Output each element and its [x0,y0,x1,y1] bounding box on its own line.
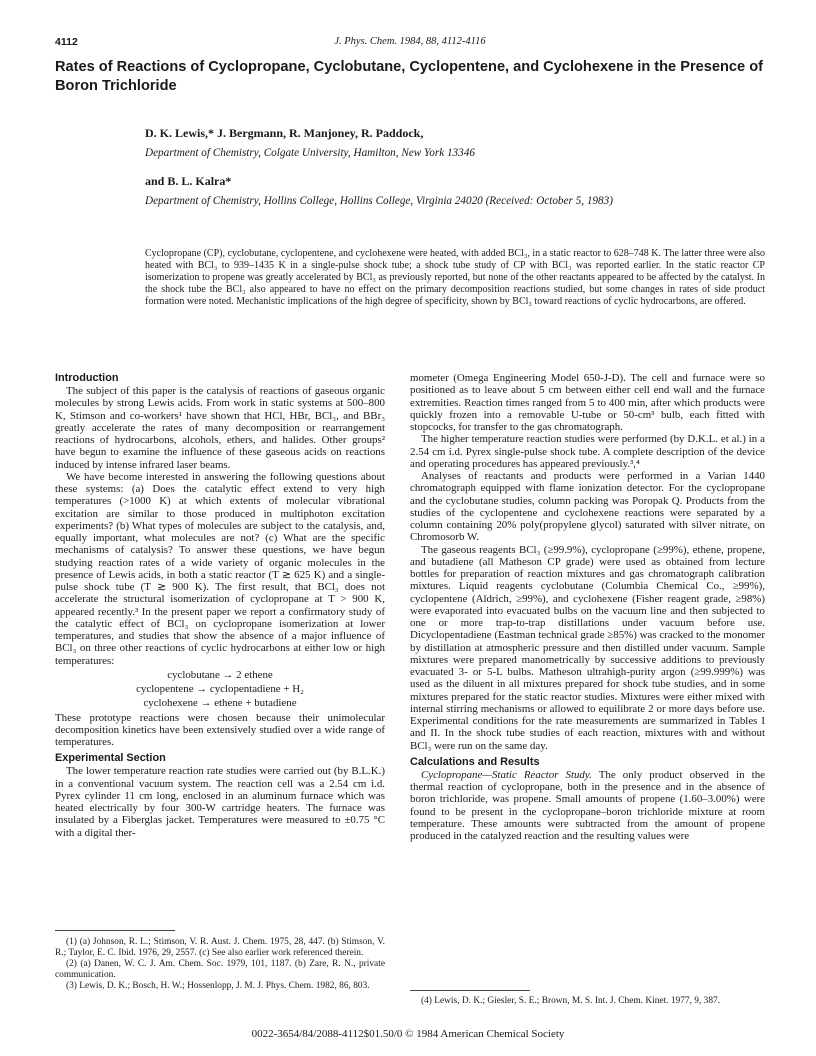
calculations-text: The only product observed in the thermal reaction of cyclopropane, both in the presence and in the absence of boron trichloride, was propene. Small amounts of propene (1.60–3.00%) were found to be present in the cyclopropane–boron trichloride mixture at room temperature. These amounts were subtracted from the amount of propene produced in the catalyzed reaction and the resulting values were [410,768,765,842]
calculations-heading: Calculations and Results [410,755,540,768]
experimental-paragraph: The gaseous reagents BCl₃ (≥99.9%), cyclopropane (≥99%), ethene, propene, and butadiene (all Matheson CP grade) were used as obtained from lecture bottles for preparation of reaction mixtures and gas chromatograph calibration mixtures. Liquid reagents cyclobutane (Columbia Chemical Co., ≥99%), cyclopentene (Aldrich, ≥99%), and cyclohexene (Fisher reagent grade, ≥98%) were evaporated into evacuated bulbs on the vacuum line and then subjected to one or more trap-to-trap distillations under vacuum before use. Dicyclopentadiene (Eastman technical grade ≥85%) was cracked to the monomer by distillation at atmospheric pressure and then distilled under vacuum. Sample mixtures were prepared manometrically by successive additions to previously evacuated 3- or 5-L bulbs. Matheson ultrahigh-purity argon (≥99.999%) was used as the diluent in all mixtures prepared for shock tube studies, and in some mixtures prepared for the static reactor studies. Mixtures were either mixed with internal stirring mechanisms or allowed to equilibrate 2 or more days before use. Experimental conditions for the rate measurements are summarized in Tables I and II. In the shock tube studies of each reaction, mixtures with and without BCl₃ were run on the same day. [410,543,765,752]
authors-colgate: D. K. Lewis,* J. Bergmann, R. Manjoney, R. Paddock, [145,126,424,140]
experimental-paragraph: The higher temperature reaction studies were performed (by D.K.L. et al.) in a 2.54 cm i.d. Pyrex single-pulse shock tube. A complete description of the device and operating procedures has appeared previously.³,⁴ [410,433,765,470]
introduction-heading: Introduction [55,372,119,384]
footnote: (1) (a) Johnson, R. L.; Stimson, V. R. Aust. J. Chem. 1975, 28, 447. (b) Stimson, V. R.; Taylor, E. C. Ibid. 1976, 29, 2557. (c) See also earlier work referenced therein. [55,937,385,959]
intro-paragraph: We have become interested in answering the following questions about these systems: (a) Does the catalytic effect extend to very high temperatures (>1000 K) at which extents of molecular vibrational excitation are similar to those produced in multiphoton excitation experiments? (b) What types of molecules are subject to the catalysis, and, equally important, what molecules are not? (c) What are the specific mechanisms of catalysis? To answer these questions, we have begun studying reaction rates of a wide variety of organic molecules in the presence of Lewis acids, in both a static reactor (T ≳ 625 K) and a single-pulse shock tube (T ≳ 900 K). The first result, that BCl₃ does not accelerate the structural isomerization of cyclopropane at T > 900 K, appeared recently.³ In the present paper we report a confirmatory study of the catalytic effect of BCl₃ on cyclopropane isomerization at lower temperatures, and studies that show the absence of a major influence of BCl₃ on three other reactions of cyclic hydrocarbons at either low or high temperatures: [55,470,385,667]
affiliation-colgate: Department of Chemistry, Colgate University, Hamilton, New York 13346 [145,147,475,159]
experimental-paragraph: Analyses of reactants and products were performed in a Varian 1440 chromatograph equipped with flame ionization detector. For the cyclopropane and the cyclobutane studies, column packing was Poropak Q. Products from the studies of the cyclopentene and cyclohexene reactions were separated by a column containing 20% poly(propylene glycol) saturated with silver nitrate, on Chromosorb W. [410,470,765,544]
journal-citation: J. Phys. Chem. 1984, 88, 4112-4116 [334,36,486,47]
reaction-equation: cyclohexene → ethene + butadiene [143,697,297,710]
footnotes-right [410,996,765,1007]
left-column [55,372,385,839]
authors-hollins: and B. L. Kalra* [145,174,232,188]
copyright-footer: 0022-3654/84/2088-4112$01.50/0 © 1984 American Chemical Society [251,1028,565,1040]
right-column [410,372,765,842]
subsection-lead: Cyclopropane—Static Reactor Study. [421,768,592,781]
calculations-paragraph [410,769,765,843]
footnote: (2) (a) Danen, W. C. J. Am. Chem. Soc. 1979, 101, 1187. (b) Zare, R. N., private communication. [55,959,385,981]
footnote: (4) Lewis, D. K.; Giesler, S. E.; Brown, M. S. Int. J. Chem. Kinet. 1977, 9, 387. [421,996,721,1006]
intro-paragraph: The subject of this paper is the catalysis of reactions of gaseous organic molecules by strong Lewis acids. From work in static systems at 500–800 K, Stimson and co-workers¹ have shown that HCl, HBr, BCl₃, and BBr₃ greatly accelerate the rates of many decomposition or rearrangement reactions of hydrocarbons, alcohols, ethers, and halides. Other groups² have begun to examine the influence of these gaseous acids on reactions induced by intense infrared laser beams. [55,385,385,471]
article-title: Rates of Reactions of Cyclopropane, Cyclobutane, Cyclopentene, and Cyclohexene in the Presence of Boron Trichloride [55,59,763,94]
footnotes-left [55,937,385,992]
abstract: Cyclopropane (CP), cyclobutane, cyclopentene, and cyclohexene were heated, with added BCl₃, in a static reactor to 628–748 K. The latter three were also heated with BCl₃ to 939–1435 K in a single-pulse shock tube; a shock tube study of CP with BCl₃ was reported earlier. In the static reactor CP isomerization to propene was greatly accelerated by BCl₃ as previously reported, but none of the other reactants appeared to be affected by the catalyst. In the shock tube the BCl₃ also appeared to have no effect on the primary decomposition reactions studied, but some changes in rates of side product formation were noted. Mechanistic implications of the high degree of specificity, shown by BCl₃ toward reactions of cyclic hydrocarbons, are offered. [145,248,765,308]
intro-paragraph: These prototype reactions were chosen because their unimolecular decomposition kinetics have been extensively studied over a wide range of temperatures. [55,711,385,748]
page-number: 4112 [55,36,78,48]
reaction-equation: cyclobutane → 2 ethene [167,668,273,681]
running-header [55,36,765,50]
footnote-rule [55,930,175,931]
experimental-heading: Experimental Section [55,752,166,765]
footnote: (3) Lewis, D. K.; Bosch, H. W.; Hossenlopp, J. M. J. Phys. Chem. 1982, 86, 803. [66,981,370,992]
footnote-rule-right [410,990,530,991]
experimental-paragraph: The lower temperature reaction rate studies were carried out (by B.L.K.) in a conventional vacuum system. The reaction cell was a 2.54 cm i.d. Pyrex cylinder 11 cm long, enclosed in an aluminum furnace which was heated electrically by four 300-W cartridge heaters. The furnace was insulated by a Fiberglas jacket. Temperatures were measured to ±0.75 °C with a digital ther- [55,765,385,839]
reaction-equation: cyclopentene → cyclopentadiene + H₂ [136,683,304,695]
experimental-paragraph: mometer (Omega Engineering Model 650-J-D). The cell and furnace were so positioned as to leave about 5 cm between either cell end wall and the furnace extremities. Reaction times ranged from 5 to 400 min, after which products were quickly frozen into a removable U-tube or 50-cm³ bulb, each fitted with stopcocks, for transfer to the gas chromatograph. [410,372,765,433]
affiliation-hollins: Department of Chemistry, Hollins College, Hollins College, Virginia 24020 (Received: October 5, 1983) [145,195,613,207]
